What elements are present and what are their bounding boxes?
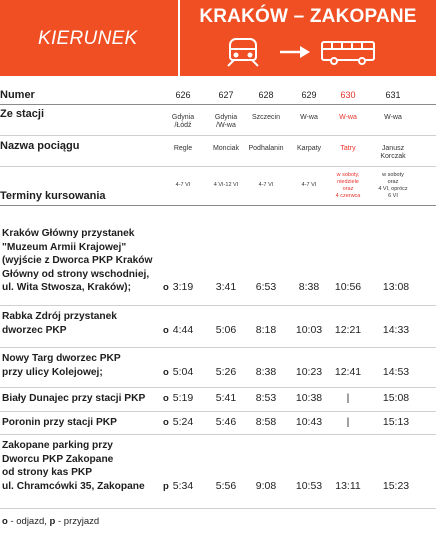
departure-text: - odjazd, xyxy=(7,516,50,527)
departure-key: o xyxy=(2,516,8,527)
departure-time: 9:08 xyxy=(255,479,277,492)
stop-name-line: Dworcu PKP Zakopane xyxy=(2,453,114,465)
schedule-line: 4-7 VI xyxy=(301,182,317,188)
stop-name-line: "Muzeum Armii Krajowej" xyxy=(2,241,127,253)
legend xyxy=(2,516,99,527)
transfer-icons xyxy=(222,35,402,67)
route-panel xyxy=(180,0,436,76)
stop-name-line: ul. Wita Stwosza, Kraków); xyxy=(2,282,131,293)
train-number: 626 xyxy=(175,90,191,100)
departure-time: 6:53 xyxy=(255,281,277,293)
origin-line: W-wa xyxy=(384,114,402,121)
stop-type-mark: o xyxy=(163,282,169,293)
header-banner xyxy=(0,0,436,76)
train-number: 628 xyxy=(258,90,274,100)
origin-line: /W-wa xyxy=(216,122,236,129)
origin-station xyxy=(288,114,330,122)
arrival-key: p xyxy=(49,516,56,527)
departure-time: 3:19 xyxy=(172,281,194,293)
stop-name-line: Kraków Główny przystanek xyxy=(2,228,135,239)
arrow-right-icon xyxy=(280,46,310,58)
divider xyxy=(0,305,436,306)
origin-line: Szczecin xyxy=(251,114,280,121)
departure-time: 15:23 xyxy=(382,479,410,492)
stop-name-line: Główny od strony wschodniej, xyxy=(2,268,150,280)
origin-label: Ze stacji xyxy=(0,108,45,120)
origin-line: W-wa xyxy=(300,114,318,121)
stop-name xyxy=(2,352,121,379)
schedule-note xyxy=(372,172,414,200)
train-number: 627 xyxy=(218,90,234,100)
departure-time: 14:33 xyxy=(382,323,410,336)
origin-station xyxy=(372,114,414,122)
origin-line: Gdynia xyxy=(214,114,238,121)
stop-type-mark: o xyxy=(163,393,169,404)
schedule-note xyxy=(162,182,204,189)
schedule-line: w soboty, xyxy=(336,172,360,178)
stop-name-line: Biały Dunajec przy stacji PKP xyxy=(2,393,146,404)
origin-line: /Łódź xyxy=(174,122,192,129)
train-number: 630 xyxy=(340,90,356,100)
departure-time: 12:41 xyxy=(334,365,362,378)
departure-time: 5:34 xyxy=(172,479,194,492)
direction-title: KIERUNEK xyxy=(38,28,138,49)
departure-time: 10:23 xyxy=(295,365,323,378)
train-name: Janusz Korczak xyxy=(380,145,406,160)
departure-time: 8:38 xyxy=(298,281,320,293)
schedule-line: 4-7 VI xyxy=(258,182,274,188)
number-label: Numer xyxy=(0,89,35,101)
schedule-line: niedziele xyxy=(337,179,359,185)
stop-name-line: dworzec PKP xyxy=(2,324,67,336)
departure-time: 5:24 xyxy=(172,416,194,428)
departure-time: 13:11 xyxy=(335,479,361,492)
train-name: Karpaty xyxy=(296,145,322,152)
stop-type-mark: o xyxy=(163,324,169,336)
origin-line: W-wa xyxy=(339,114,357,121)
route-title: KRAKÓW – ZAKOPANE xyxy=(199,6,417,27)
departure-time: 13:08 xyxy=(382,281,410,293)
train-name: Monciak xyxy=(212,145,240,152)
schedule-line: w soboty xyxy=(382,172,404,178)
departure-time: 10:43 xyxy=(295,416,323,428)
departure-time: 8:38 xyxy=(255,365,277,378)
train-icon xyxy=(228,39,258,66)
departure-time: 15:08 xyxy=(382,392,410,404)
departure-time: 8:58 xyxy=(255,416,277,428)
stop-name xyxy=(2,416,117,430)
departure-time: 4:44 xyxy=(172,323,194,336)
train-number: 631 xyxy=(385,90,401,100)
no-stop-marker: | xyxy=(346,416,350,428)
departure-time: 5:04 xyxy=(172,365,194,378)
departure-time: 5:19 xyxy=(172,392,194,404)
schedule-line: 4 VI-12 VI xyxy=(213,182,239,188)
departure-time: 5:06 xyxy=(215,323,237,336)
schedule-note xyxy=(288,182,330,189)
no-stop-marker: | xyxy=(346,392,350,404)
stop-type-mark: p xyxy=(163,480,169,492)
origin-station xyxy=(245,114,287,122)
departure-time: 5:41 xyxy=(215,392,237,404)
divider xyxy=(0,347,436,348)
schedule-note xyxy=(245,182,287,189)
departure-time: 10:56 xyxy=(334,281,362,293)
train-name-label: Nazwa pociągu xyxy=(0,140,80,152)
divider xyxy=(0,434,436,435)
stop-name-line: Rabka Zdrój przystanek xyxy=(2,311,117,322)
departure-time: 15:13 xyxy=(382,416,410,428)
stop-name-line: Zakopane parking przy xyxy=(2,440,113,451)
origin-station xyxy=(162,114,204,130)
departure-time: 14:53 xyxy=(382,365,410,378)
divider xyxy=(0,166,436,167)
stop-name xyxy=(2,392,145,406)
stop-type-mark: o xyxy=(163,366,169,378)
origin-station xyxy=(327,114,369,122)
schedule-line: 6 VI xyxy=(388,193,398,199)
divider xyxy=(0,104,436,105)
train-name: Tatry xyxy=(340,145,356,152)
divider xyxy=(0,135,436,136)
schedule-line: oraz xyxy=(342,186,354,192)
stop-name-line: Poronin przy stacji PKP xyxy=(2,417,117,428)
schedule-note xyxy=(327,172,369,200)
train-name: Regle xyxy=(173,145,193,152)
train-name: Podhalanin xyxy=(248,145,284,152)
divider xyxy=(0,411,436,412)
bus-icon xyxy=(322,42,374,64)
departure-time: 10:53 xyxy=(295,479,323,492)
stop-name xyxy=(2,310,117,337)
schedule-line: oraz xyxy=(387,179,399,185)
departure-time: 5:56 xyxy=(215,479,237,492)
stop-name-line: (wyjście z Dworca PKP Kraków xyxy=(2,255,153,266)
departure-time: 8:53 xyxy=(255,392,277,404)
stop-name-line: od strony kas PKP xyxy=(2,467,93,478)
stop-name xyxy=(2,439,145,493)
arrival-text: - przyjazd xyxy=(55,516,100,527)
divider xyxy=(0,205,436,206)
stop-type-mark: o xyxy=(163,417,169,428)
schedule-line: 4 czerwca xyxy=(335,193,361,199)
departure-time: 5:46 xyxy=(215,416,237,428)
stop-name-line: przy ulicy Kolejowej; xyxy=(2,366,103,378)
stop-name xyxy=(2,227,152,295)
schedule-note xyxy=(205,182,247,189)
divider xyxy=(0,508,436,509)
stop-name-line: ul. Chramcówki 35, Zakopane xyxy=(2,480,145,492)
departure-time: 3:41 xyxy=(215,281,237,293)
stop-name-line: Nowy Targ dworzec PKP xyxy=(2,353,121,364)
schedule-label: Terminy kursowania xyxy=(0,190,106,202)
origin-line: Gdynia xyxy=(171,114,195,121)
origin-station xyxy=(205,114,247,130)
direction-panel xyxy=(0,0,178,76)
departure-time: 10:38 xyxy=(295,392,323,404)
departure-time: 8:18 xyxy=(255,323,277,336)
departure-time: 12:21 xyxy=(334,323,362,336)
train-number: 629 xyxy=(301,90,317,100)
schedule-line: 4 VI, oprócz xyxy=(378,186,408,192)
schedule-line: 4-7 VI xyxy=(175,182,191,188)
divider xyxy=(0,387,436,388)
departure-time: 10:03 xyxy=(295,323,323,336)
departure-time: 5:26 xyxy=(215,365,237,378)
